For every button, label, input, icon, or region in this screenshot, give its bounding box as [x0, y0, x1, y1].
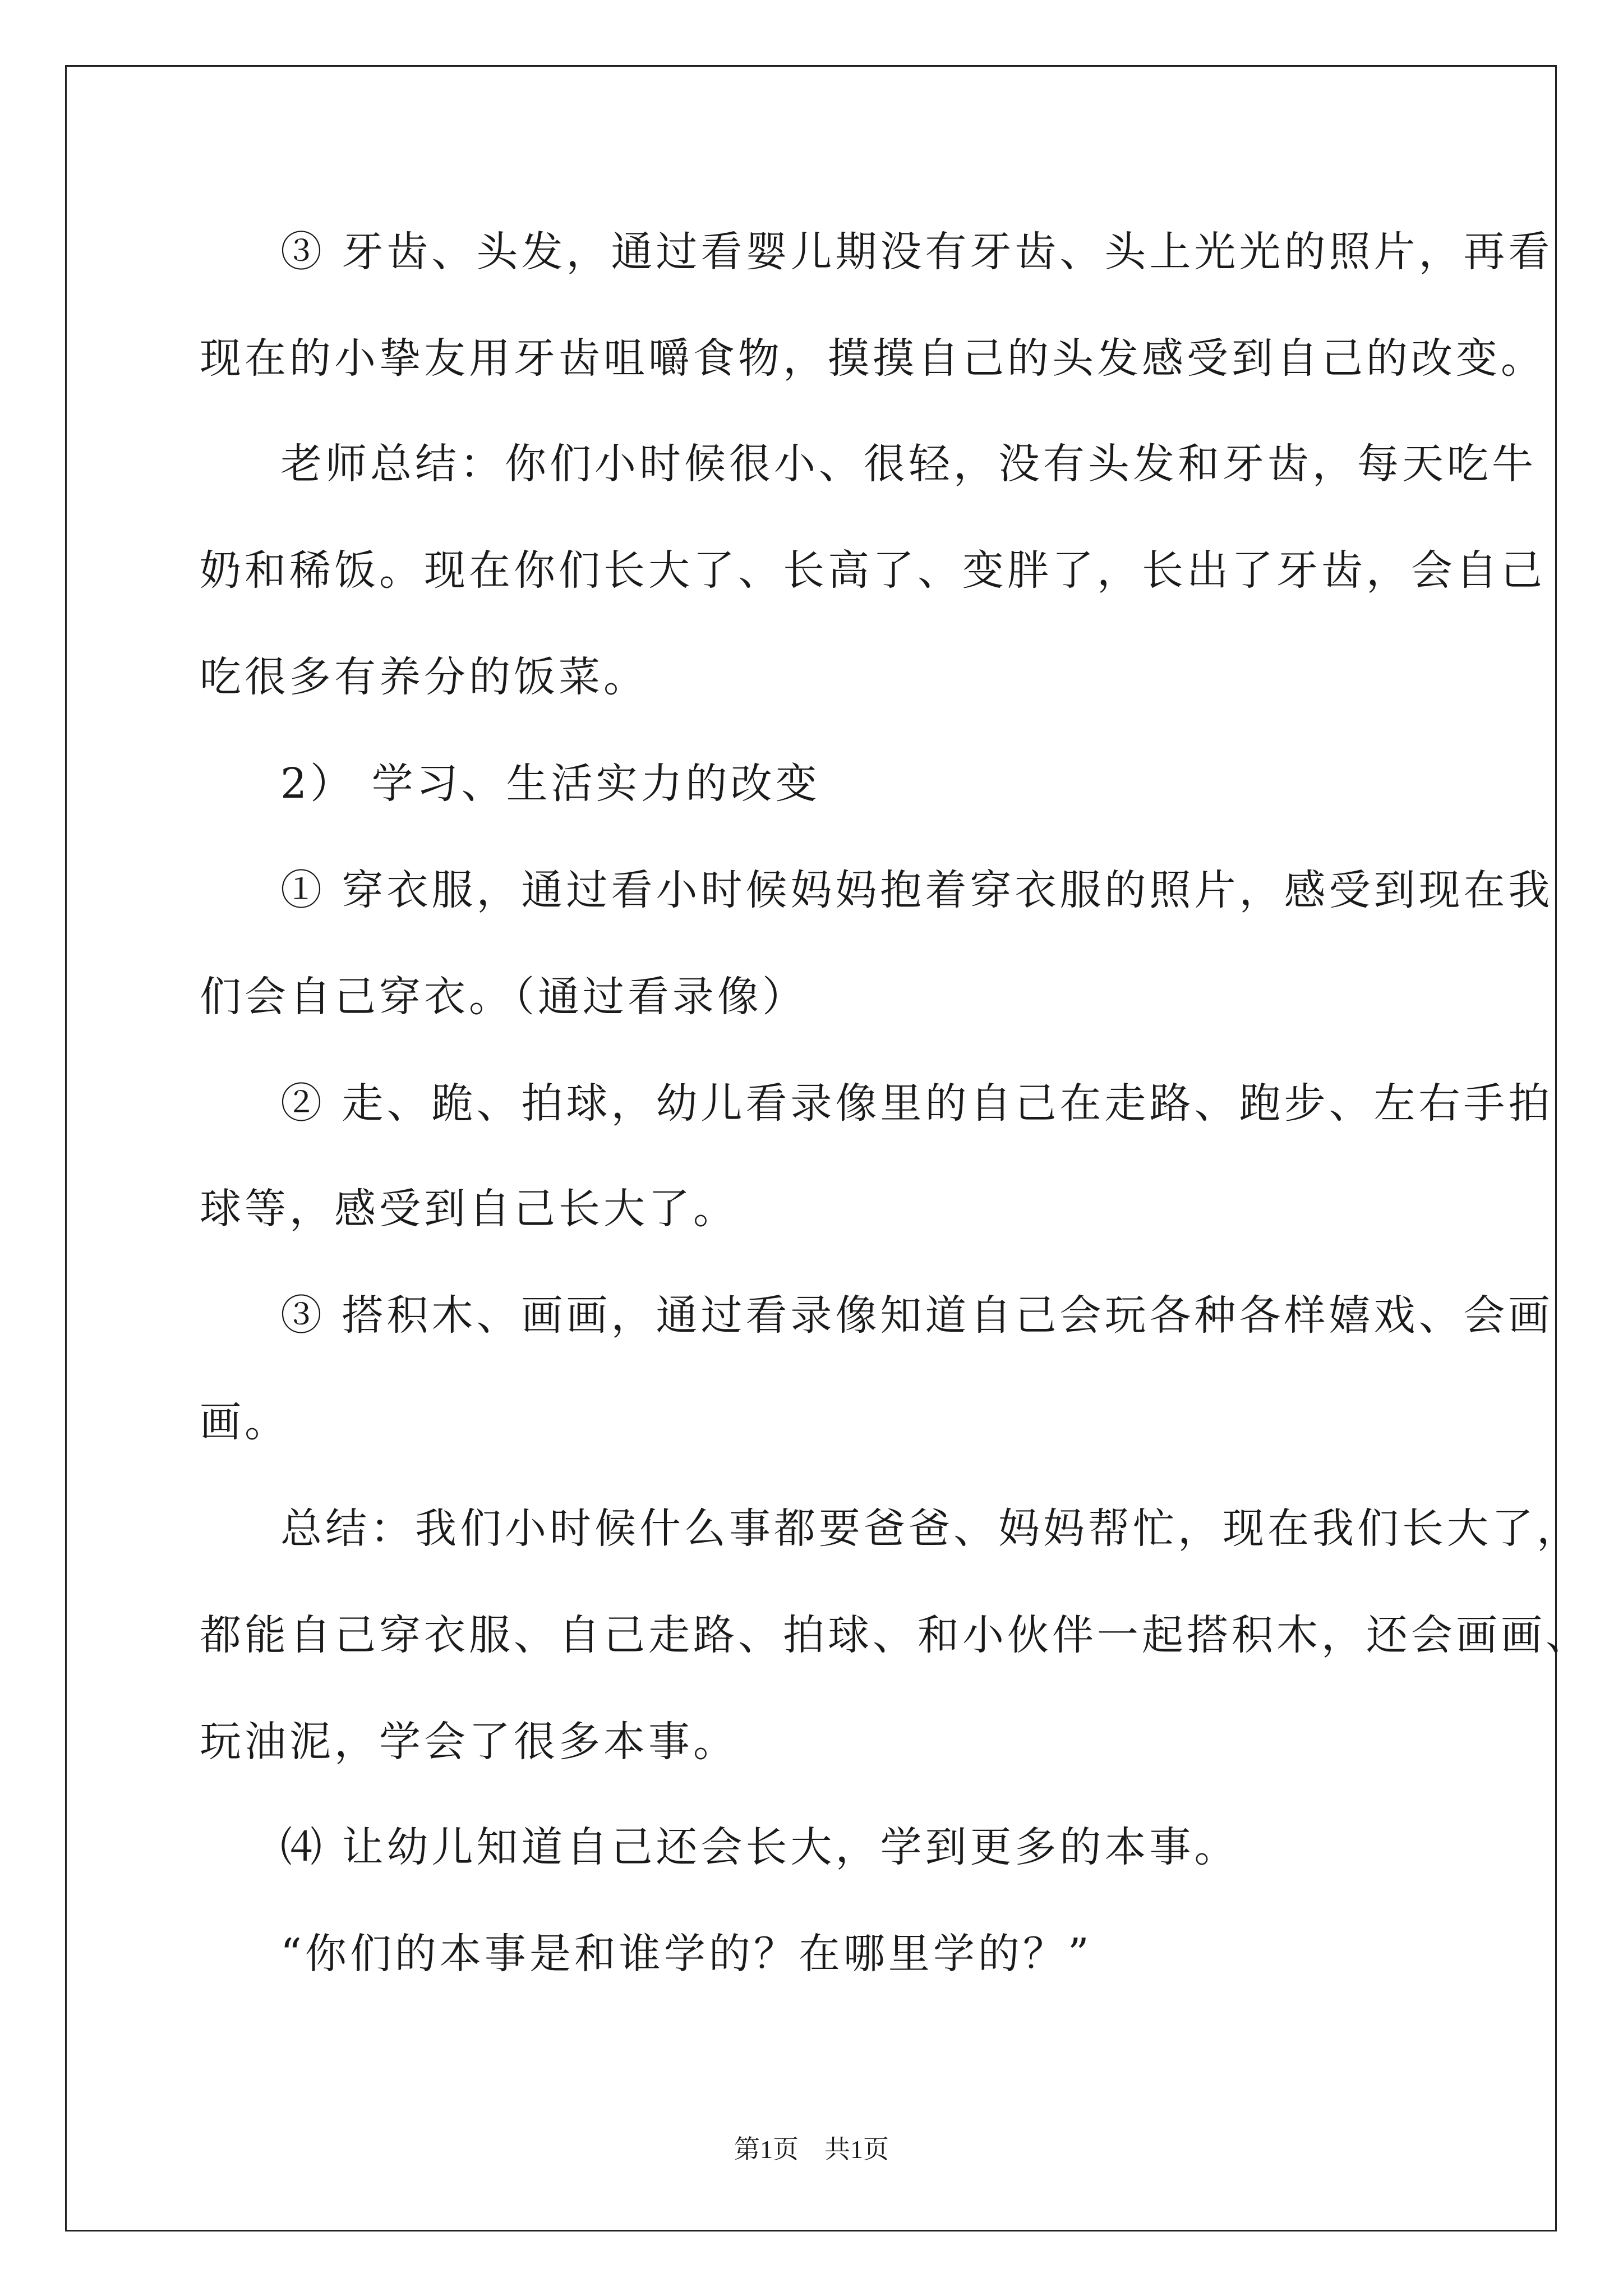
- text-line: 总结：我们小时候什么事都要爸爸、妈妈帮忙，现在我们长大了，: [280, 1504, 1581, 1553]
- text-line: ⑷ 让幼儿知道自己还会长大，学到更多的本事。: [280, 1823, 1239, 1871]
- text-line: ② 走、跪、拍球，幼儿看录像里的自己在走路、跑步、左右手拍: [280, 1079, 1553, 1128]
- text-line: 2） 学习、生活实力的改变: [280, 760, 820, 808]
- text-line: ③ 搭积木、画画，通过看录像知道自己会玩各种各样嬉戏、会画: [280, 1291, 1553, 1340]
- text-line: 们会自己穿衣。（通过看录像）: [200, 973, 807, 1021]
- text-line: 奶和稀饭。现在你们长大了、长高了、变胖了，长出了牙齿，会自己: [200, 546, 1546, 595]
- text-line: 都能自己穿衣服、自己走路、拍球、和小伙伴一起搭积木，还会画画、: [200, 1611, 1590, 1659]
- text-line: 吃很多有养分的饭菜。: [200, 653, 648, 701]
- text-line: 玩油泥，学会了很多本事。: [200, 1718, 738, 1766]
- text-line: “你们的本事是和谁学的？在哪里学的？”: [280, 1930, 1092, 1978]
- page-number: 第1页 共1页: [734, 2135, 889, 2164]
- text-line: 现在的小挚友用牙齿咀嚼食物，摸摸自己的头发感受到自己的改变。: [200, 334, 1546, 383]
- text-line: 画。: [200, 1398, 289, 1446]
- text-line: ① 穿衣服，通过看小时候妈妈抱着穿衣服的照片，感受到现在我: [280, 866, 1553, 914]
- text-line: 球等，感受到自己长大了。: [200, 1185, 738, 1233]
- text-line: 老师总结：你们小时候很小、很轻，没有头发和牙齿，每天吃牛: [280, 440, 1537, 488]
- page-border: [65, 65, 1557, 2231]
- text-line: ③ 牙齿、头发，通过看婴儿期没有牙齿、头上光光的照片，再看: [280, 228, 1553, 276]
